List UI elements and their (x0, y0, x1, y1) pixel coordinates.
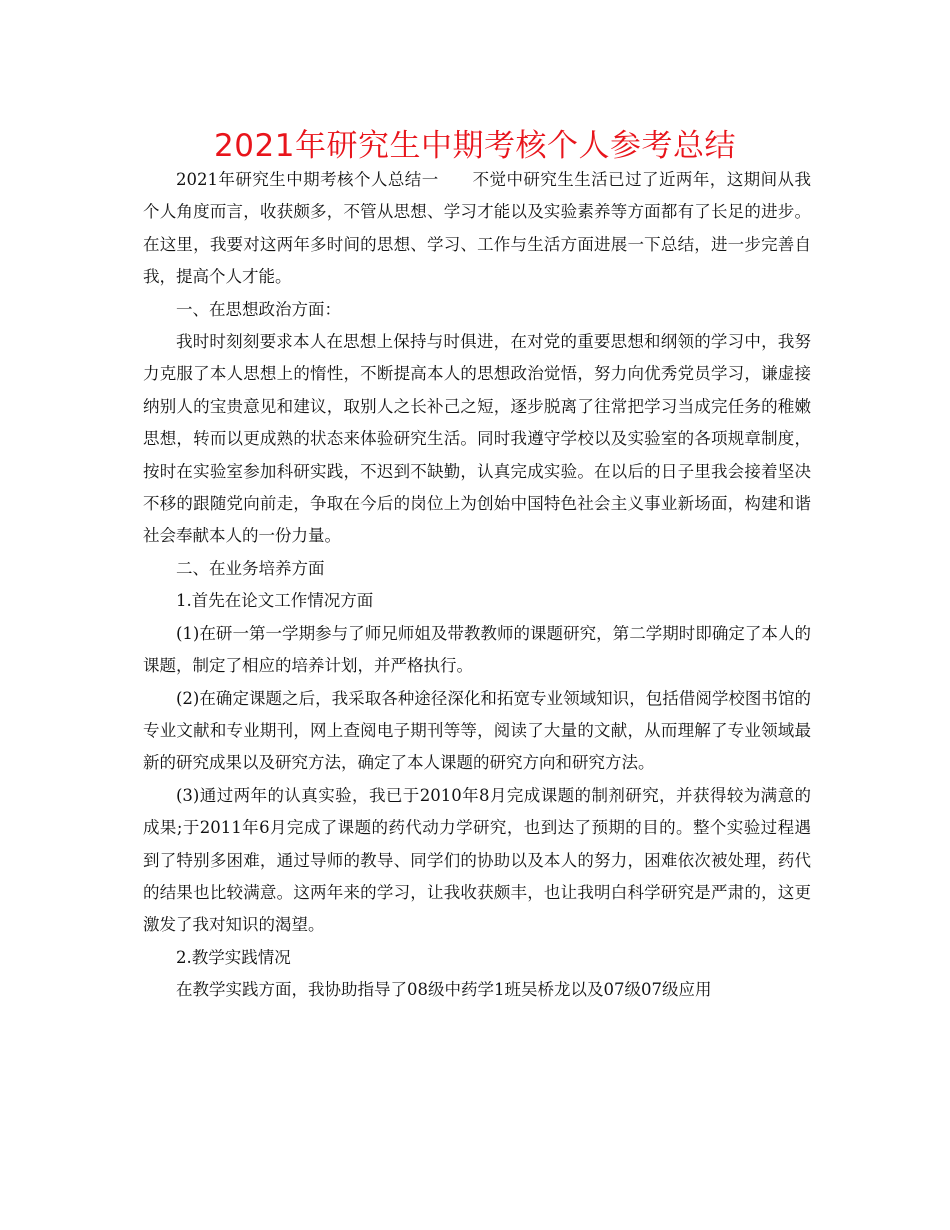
section-heading-training: 二、在业务培养方面 (176, 558, 325, 578)
section-heading-politics: 一、在思想政治方面： (176, 299, 341, 319)
paragraph-thesis-1: (1)在研一第一学期参与了师兄师姐及带教教师的课题研究，第二学期时即确定了本人的课题，制定了相应的培养计划，并严格执行。 (143, 623, 811, 676)
paragraph-thesis-2: (2)在确定课题之后，我采取各种途径深化和拓宽专业领域知识，包括借阅学校图书馆的专业文献和专业期刊，网上查阅电子期刊等等，阅读了大量的文献，从而理解了专业领域最新的研究成果以及研究方法，确定了本人课题的研究方向和研究方法。 (143, 688, 811, 773)
document-body (143, 164, 811, 1007)
paragraph-intro: 2021年研究生中期考核个人总结一 不觉中研究生生活已过了近两年，这期间从我个人角度而言，收获颇多，不管从思想、学习才能以及实验素养等方面都有了长足的进步。在这里，我要对这两年多时间的思想、学习、工作与生活方面进展一下总结，进一步完善自我，提高个人才能。 (143, 170, 811, 287)
subheading-teaching-practice: 2.教学实践情况 (176, 947, 291, 967)
paragraph-politics: 我时时刻刻要求本人在思想上保持与时俱进，在对党的重要思想和纲领的学习中，我努力克服了本人思想上的惰性，不断提高本人的思想政治觉悟，努力向优秀党员学习，谦虚接纳别人的宝贵意见和建议，取别人之长补己之短，逐步脱离了往常把学习当成完任务的稚嫩思想，转而以更成熟的状态来体验研究生活。同时我遵守学校以及实验室的各项规章制度，按时在实验室参加科研实践，不迟到不缺勤，认真完成实验。在以后的日子里我会接着坚决不移的跟随党向前走，争取在今后的岗位上为创始中国特色社会主义事业新场面，构建和谐社会奉献本人的一份力量。 (143, 332, 811, 546)
paragraph-thesis-3: (3)通过两年的认真实验，我已于2010年8月完成课题的制剂研究，并获得较为满意的成果;于2011年6月完成了课题的药代动力学研究，也到达了预期的目的。整个实验过程遇到了特别多困难，通过导师的教导、同学们的协助以及本人的努力，困难依次被处理，药代的结果也比较满意。这两年来的学习，让我收获颇丰，也让我明白科学研究是严肃的，这更激发了我对知识的渴望。 (143, 785, 811, 935)
paragraph-teaching: 在教学实践方面，我协助指导了08级中药学1班吴桥龙以及07级07级应用 (176, 980, 712, 1000)
subheading-thesis-work: 1.首先在论文工作情况方面 (176, 591, 374, 611)
page-title: 2021年研究生中期考核个人参考总结 (214, 128, 736, 164)
